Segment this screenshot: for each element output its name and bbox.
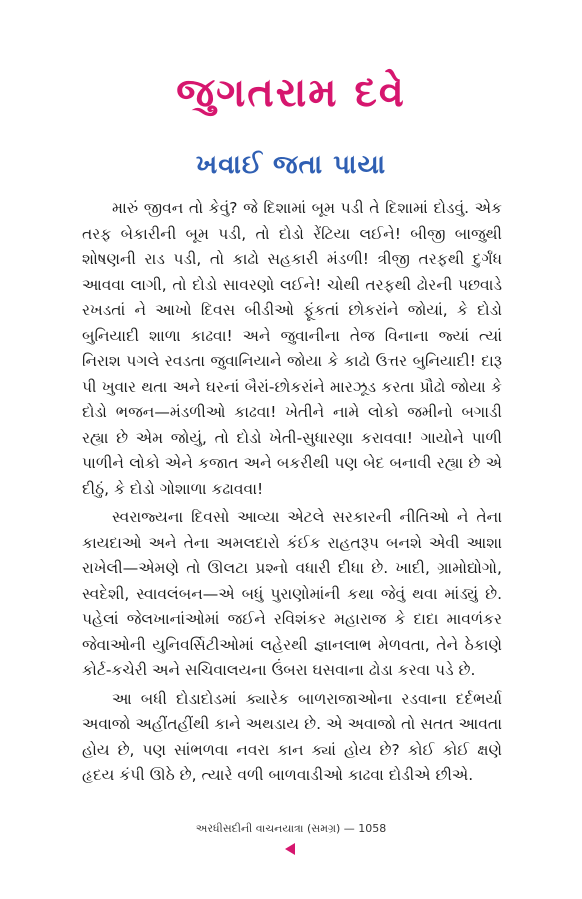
paragraph-2: સ્વરાજ્યના દિવસો આવ્યા એટલે સરકારની નીતિઓ ને તેના કાયદાઓ અને તેના અમલદારો કંઈક રાહતરૂપ બનશે એવી આશા રાખેલી—એમણે તો ઊલટા પ્રશ્નો વધારી દીધા છે. ખાદી, ગ્રામોદ્યોગો, સ્વદેશી, સ્વાવલંબન—એ બધું પુરાણોમાંની કથા જેવું થવા માંડ્યું છે. પહેલાં જેલખાનાંઓમાં જઈને રવિશંકર મહારાજ કે દાદા માવળંકર જેવાઓની યુનિવર્સિટીઓમાં લહેરથી જ્ઞાનલાભ મેળવતા, તેને ઠેકાણે કોર્ટ-કચેરી અને સચિવાલયના ઉંબરા ઘસવાના ઢોડા કરવા પડે છે. <box>82 508 502 679</box>
previous-page-icon[interactable] <box>285 843 295 855</box>
author-name: જુગતરામ દવે <box>176 70 406 116</box>
paragraph-1: મારું જીવન તો કેવું? જે દિશામાં બૂમ પડી તે દિશામાં દોડવું. એક તરફ બેકારીની બૂમ પડી, તો દોડો રેંટિયા લઈને! બીજી બાજુથી શોષણની રાડ પડી, તો કાઢો સહકારી મંડળી! ત્રીજી તરફથી દુર્ગંધ આવવા લાગી, તો દોડો સાવરણો લઈને! ચોથી તરફથી ઢોરની પછવાડે રખડતાં ને આખો દિવસ બીડીઓ ફૂંકતાં છોકરાંને જોયાં, કે દોડો બુનિયાદી શાળા કાઢવા! અને જુવાનીના તેજ વિનાના જ્યાં ત્યાં નિરાશ પગલે રવડતા જુવાનિયાને જોયા કે કાઢો ઉત્તર બુનિયાદી! દારૂ પી ખુવાર થતા અને ઘરનાં બૈરાં-છોકરાંને મારઝૂડ કરતા પ્રૌઢો જોયા કે દોડો ભજન—મંડળીઓ કાઢવા! ખેતીને નામે લોકો જમીનો બગાડી રહ્યા છે એમ જોયું, તો દોડો ખેતી-સુધારણા કરાવવા! ગાયોને પાળી પાળીને લોકો એને કજાત અને બકરીથી પણ બેદ બનાવી રહ્યા છે એ દીઠું, કે દોડો ગોશાળા કઢાવવા! <box>82 199 502 498</box>
chapter-title: ખવાઈ જતા પાયા <box>195 150 387 180</box>
body-text <box>82 196 502 792</box>
page-footer: અરધીસદીની વાચનયાત્રા (સમગ્ર) — 1058 <box>195 822 387 835</box>
paragraph-3: આ બધી દોડાદોડમાં ક્યારેક બાળરાજાઓના રડવાના દર્દભર્યા અવાજો અહીંતહીંથી કાને અથડાય છે. એ અવાજો તો સતત આવતા હોય છે, પણ સાંભળવા નવરા કાન ક્યાં હોય છે? કોઈ કોઈ ક્ષણે હૃદય કંપી ઊઠે છે, ત્યારે વળી બાળવાડીઓ કાઢવા દોડીએ છીએ. <box>82 689 502 784</box>
